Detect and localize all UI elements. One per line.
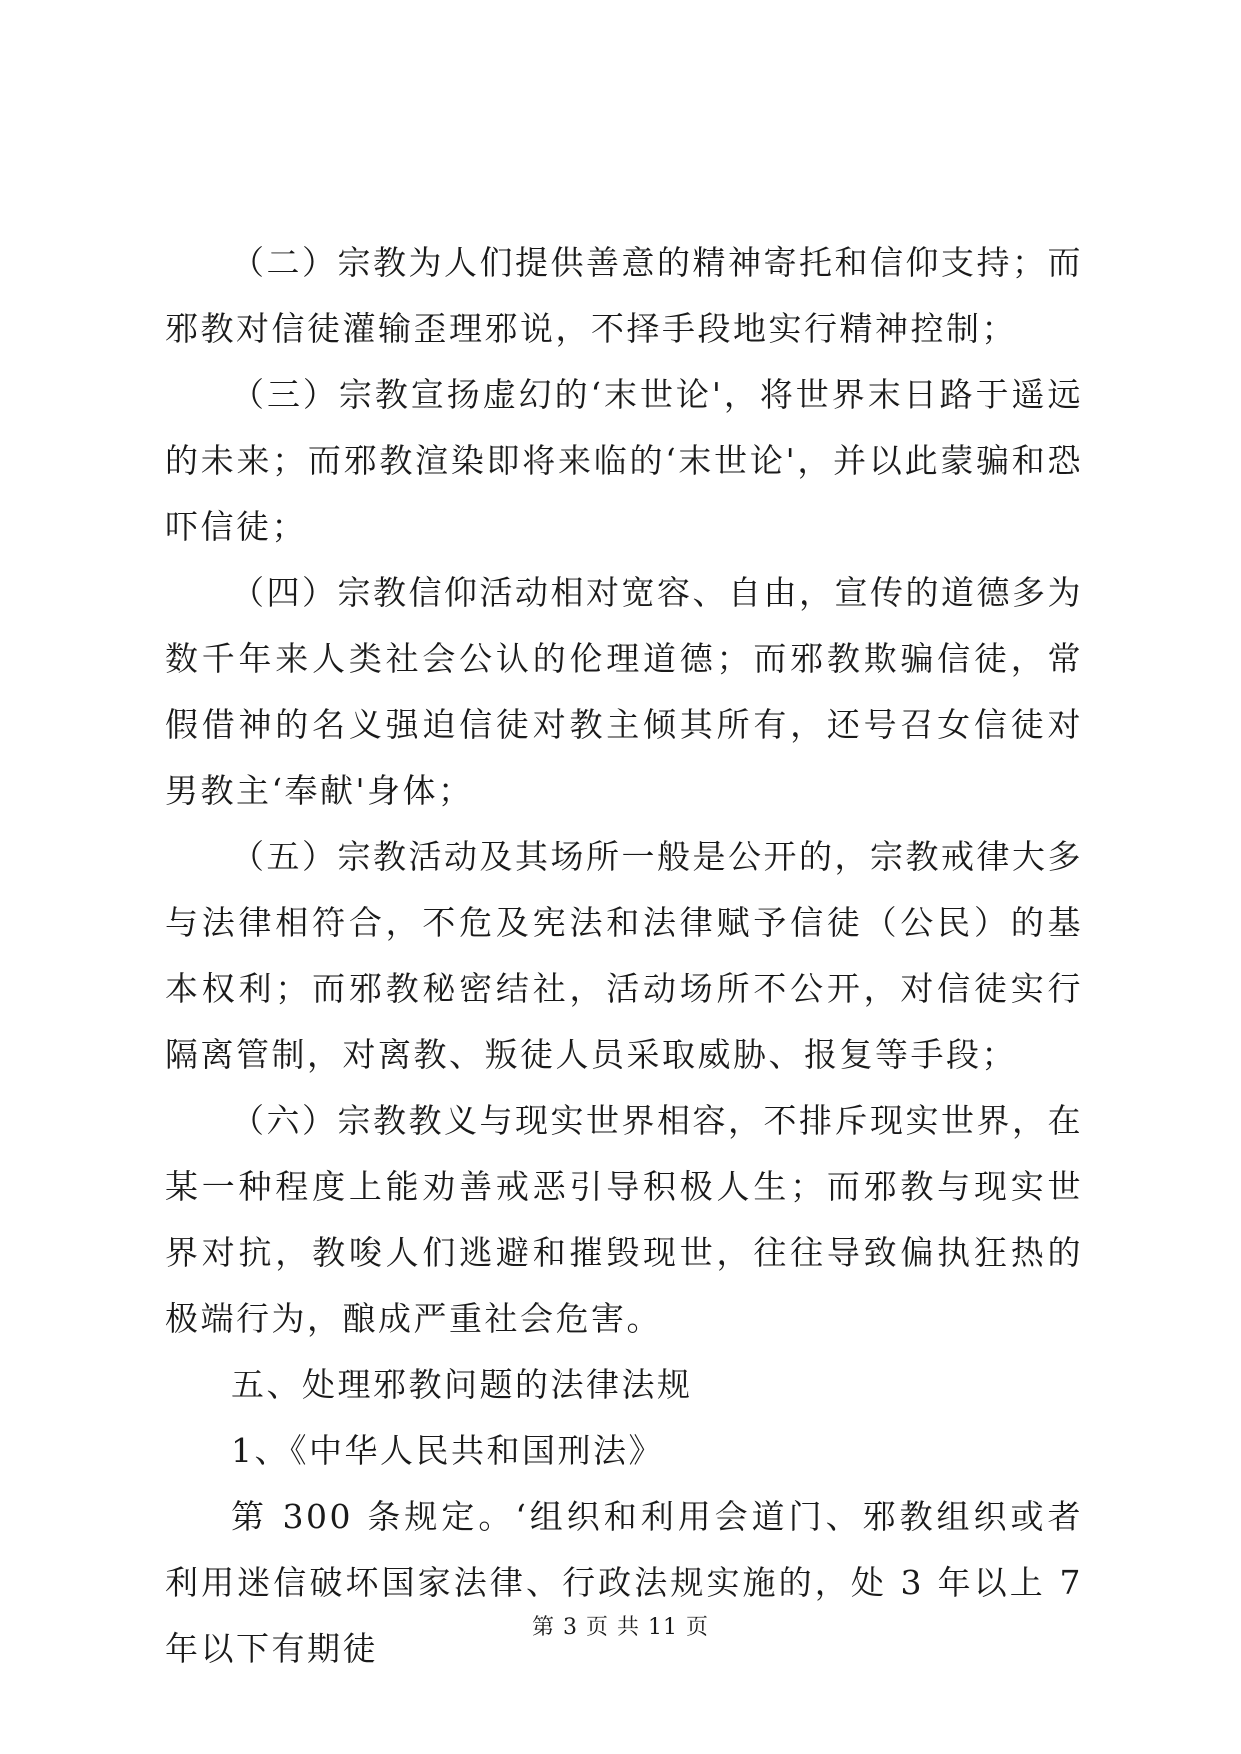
document-body (165, 230, 1083, 1682)
paragraph-religion-comfort: （二）宗教为人们提供善意的精神寄托和信仰支持；而邪教对信徒灌输歪理邪说，不择手段地实行精神控制； (165, 243, 1083, 348)
paragraph-morality: （四）宗教信仰活动相对宽容、自由，宣传的道德多为数千年来人类社会公认的伦理道德；而邪教欺骗信徒，常假借神的名义强迫信徒对教主倾其所有，还号召女信徒对男教主‘奉献'身体； (165, 573, 1083, 810)
subheading-criminal-law: 1、《中华人民共和国刑法》 (231, 1431, 664, 1470)
paragraph-openness: （五）宗教活动及其场所一般是公开的，宗教戒律大多与法律相符合，不危及宪法和法律赋予信徒（公民）的基本权利；而邪教秘密结社，活动场所不公开，对信徒实行隔离管制，对离教、叛徒人员采取威胁、报复等手段； (165, 837, 1083, 1074)
paragraph-doomsday: （三）宗教宣扬虚幻的‘末世论'，将世界末日路于遥远的未来；而邪教渲染即将来临的‘末世论'，并以此蒙骗和恐吓信徒； (165, 375, 1083, 546)
paragraph-reality: （六）宗教教义与现实世界相容，不排斥现实世界，在某一种程度上能劝善戒恶引导积极人生；而邪教与现实世界对抗，教唆人们逃避和摧毁现世，往往导致偏执狂热的极端行为，酿成严重社会危害。 (165, 1101, 1083, 1338)
section-heading-laws: 五、处理邪教问题的法律法规 (231, 1365, 693, 1404)
paragraph-article-300: 第 300 条规定。‘组织和利用会道门、邪教组织或者利用迷信破坏国家法律、行政法规实施的，处 3 年以上 7 年以下有期徒 (165, 1497, 1083, 1668)
page-number-footer: 第 3 页 共 11 页 (532, 1615, 709, 1640)
